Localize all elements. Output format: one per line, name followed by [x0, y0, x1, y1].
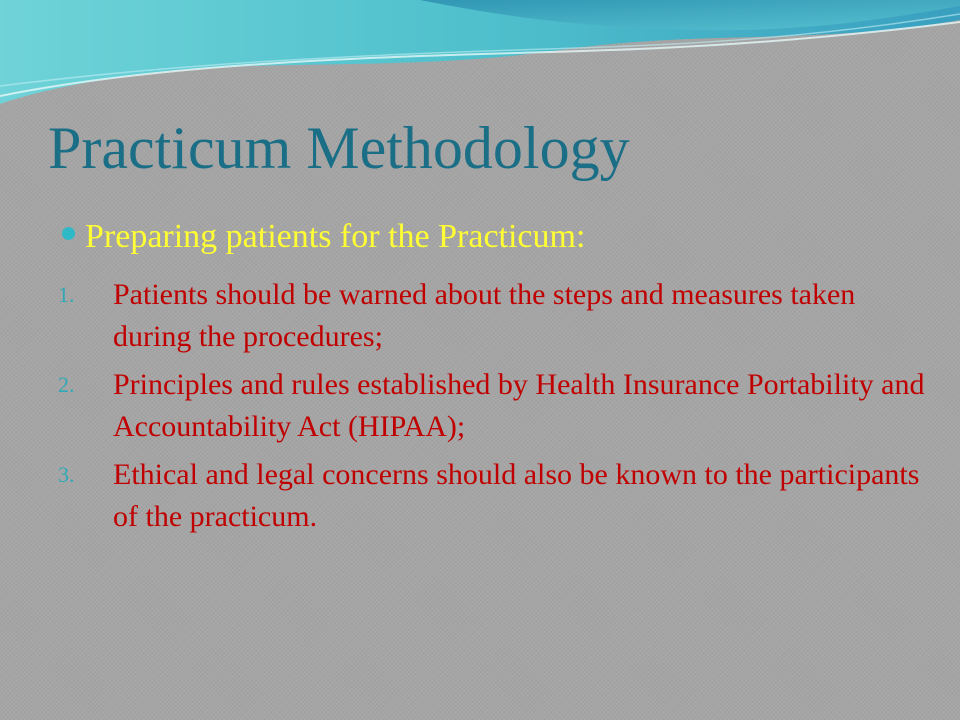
- steps-list: [58, 274, 938, 544]
- wave-decoration: [0, 0, 960, 120]
- list-item: [58, 274, 938, 358]
- bullet-item: [62, 218, 585, 255]
- bullet-dot-icon: [62, 227, 75, 240]
- bullet-text: Preparing patients for the Practicum:: [85, 218, 586, 255]
- list-item: [58, 364, 938, 448]
- step-number: 2.: [58, 372, 75, 397]
- step-number: 3.: [58, 462, 75, 487]
- step-text: Principles and rules established by Health Insurance Portability and Accountability Act (HIPAA);: [113, 368, 925, 443]
- list-item: [58, 454, 938, 538]
- step-number: 1.: [58, 282, 75, 307]
- step-text: Patients should be warned about the steps and measures taken during the procedures;: [113, 278, 856, 353]
- step-text: Ethical and legal concerns should also be known to the participants of the practicum.: [113, 458, 920, 533]
- slide-title: Practicum Methodology: [48, 115, 630, 181]
